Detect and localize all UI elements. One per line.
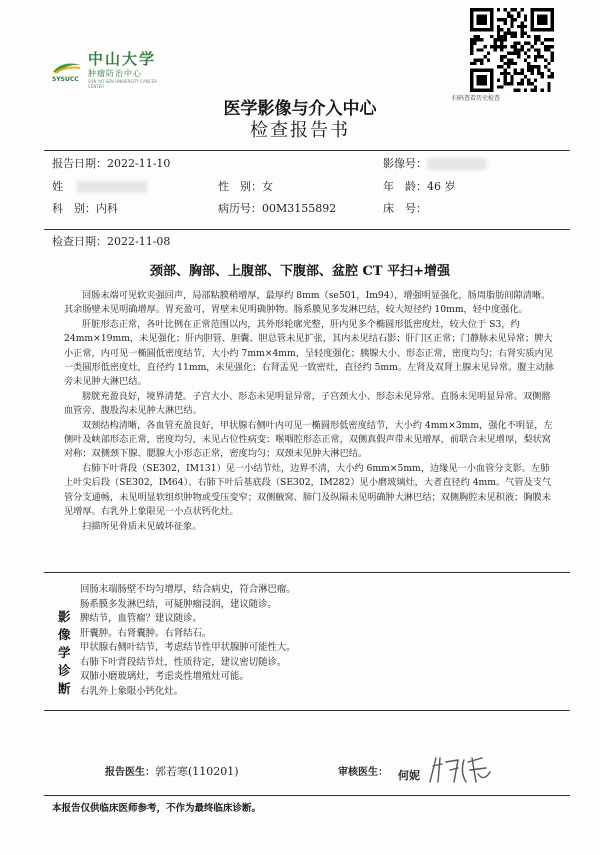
- diagnosis-side-label: [58, 608, 70, 698]
- reporter-field: [105, 763, 239, 779]
- findings-paragraph: 右肺下叶背段（SE302，IM131）见一小结节灶，边界不清，大小约 6mm×5mm，边缘见一小血管分支影。左肺上叶尖后段（SE302，IM64）、右肺下叶后基底段（SE302，IM282）见小磨玻璃灶，大者直径约 4mm。气管及支气管分支通畅，未见明显软组织肿物或受压变窄；双侧腋窝、肺门及纵隔未见明确肿大淋巴结；双侧胸腔未见积液；胸膜未见增厚。右乳外上象限见一小点状钙化灶。: [64, 462, 552, 518]
- diagnosis-item: 脾结节，血管瘤？建议随诊。: [80, 613, 202, 624]
- gender-field: [218, 178, 273, 194]
- hospital-logo: [52, 48, 172, 88]
- info-divider: [44, 229, 570, 230]
- diagnosis-top-divider: [44, 572, 570, 573]
- findings-paragraph: 双颈结构清晰，各血管充盈良好，甲状腺右侧叶内可见一椭圆形低密度结节，大小约 4mm×3mm，强化不明显，左侧叶及峡部形态正常，密度均匀，未见占位性病变；喉咽腔形态正常，双侧真假声带未见增厚，前联合未见增厚，梨状窝对称；双侧颈下腺、腮腺大小形态正常，密度均匀；双颈未见肿大淋巴结。: [64, 419, 553, 460]
- reviewer-signature: [424, 752, 494, 788]
- exam-date-label: 检查日期：: [52, 235, 107, 248]
- name-redacted: [77, 181, 147, 193]
- image-no-field: [383, 155, 487, 171]
- disclaimer: 本报告仅供临床医师参考，不作为最终临床诊断。: [52, 803, 262, 814]
- gender-label: 性 别：: [218, 180, 262, 193]
- record-no-field: [218, 200, 336, 216]
- report-date-field: [52, 155, 170, 171]
- name-field: [52, 178, 147, 194]
- findings-paragraph: 肝脏形态正常，各叶比例在正常范围以内，其外形轮廓光整，肝内见多个椭圆形低密度灶，较大位于 S3，约 24mm×19mm，未见强化；肝内胆管、胆囊、胆总管未见扩张，其内未见结石影；肝门区正常；门静脉未见异常；脾大小正常，内可见一椭圆低密度结节，大小约 7mm×4mm，呈轻度强化；胰腺大小、形态正常，密度均匀；右肾实质内见一类圆形低密度灶，直径约 11mm，未见强化；右肾盂见一致密灶，直径约 5mm。左肾及双肾上腺未见异常。腹主动脉旁未见肿大淋巴结。: [64, 318, 555, 388]
- report-date-label: 报告日期：: [52, 157, 107, 170]
- diagnosis-item: 肠系膜多发淋巴结，可疑肿瘤浸润，建议随诊。: [80, 598, 277, 610]
- diagnosis-side-char: 像: [58, 627, 71, 642]
- document-title: 检查报告书: [250, 120, 350, 141]
- logo-tagline: SUN YAT-SEN UNIVERSITY CANCER CENTER: [88, 79, 157, 89]
- diagnosis-side-char: 诊: [58, 663, 71, 678]
- header-divider: [44, 150, 570, 151]
- diagnosis-bottom-divider: [44, 710, 570, 711]
- exam-date-value: 2022-11-08: [107, 235, 171, 248]
- gender-value: 女: [262, 180, 273, 193]
- diagnosis-item: 回肠末端肠壁不均匀增厚，结合病史，符合淋巴瘤。: [80, 584, 296, 595]
- center-name: 医学影像与介入中心: [223, 99, 377, 119]
- name-label: 姓: [52, 180, 63, 193]
- reviewer-value: 何妮: [398, 769, 420, 782]
- dept-label: 科 别：: [52, 202, 96, 215]
- diagnosis-item: 右肺下叶背段结节灶，性质待定，建议密切随诊。: [80, 656, 287, 668]
- logo-name: 中山大学: [88, 50, 157, 68]
- findings-paragraph: 回肠末端可见软夹强回声，局部粘膜稍增厚，最厚约 8mm（se501，Im94），增强明显强化，肠周脂肪间隙清晰。其余肠壁未见明确增厚。胃充盈可，胃壁未见明确肿物。肠系膜见多发淋巴结，较大短径约 10mm，轻中度强化。: [64, 290, 551, 316]
- findings-paragraph: 膀胱充盈良好，境界清楚。子宫大小、形态未见明显异常，子宫颈大小、形态未见异常。直肠未见明显异常。双侧髂血管旁、腹股沟未见肿大淋巴结。: [64, 390, 551, 417]
- image-no-label: 影像号：: [383, 157, 427, 170]
- bed-field: [383, 200, 427, 216]
- age-field: [383, 178, 456, 194]
- diagnosis-side-char: 影: [58, 609, 71, 624]
- dept-value: 内科: [96, 202, 118, 215]
- diagnosis-side-char: 断: [58, 681, 71, 696]
- diagnosis-side-char: 学: [58, 645, 71, 660]
- image-no-redacted: [427, 158, 487, 170]
- bed-label: 床 号：: [383, 202, 427, 215]
- exam-title: 颈部、胸部、上腹部、下腹部、盆腔 CT 平扫+增强: [150, 264, 450, 279]
- age-label: 年 龄：: [383, 180, 427, 193]
- diagnosis-item: 双肺小磨玻璃灶，考虑炎性增殖灶可能。: [80, 671, 249, 682]
- logo-swoosh-icon: [52, 62, 82, 74]
- logo-subtitle: 肿瘤防治中心: [88, 69, 142, 78]
- footer-divider: [44, 795, 570, 796]
- findings-paragraph: 扫描所见骨质未见破坏征象。: [82, 520, 202, 532]
- exam-date-field: [52, 233, 170, 249]
- report-date-value: 2022-11-10: [107, 157, 171, 170]
- diagnosis-item: 右乳外上象限小钙化灶。: [80, 685, 184, 697]
- diagnosis-list: [80, 583, 550, 699]
- reviewer-label: 审核医生：: [338, 767, 388, 778]
- qr-code-icon[interactable]: [470, 8, 554, 92]
- record-no-value: 00M3155892: [262, 202, 337, 215]
- qr-caption: 扫码查看历史检查: [452, 95, 501, 102]
- reviewer-field: [338, 763, 388, 778]
- record-no-label: 病历号：: [218, 202, 262, 215]
- reporter-label: 报告医生：: [105, 767, 155, 778]
- diagnosis-item: 肝囊肿。右肾囊肿。右肾结石。: [80, 627, 212, 639]
- age-value: 46 岁: [427, 180, 456, 193]
- findings-section: [64, 289, 558, 534]
- dept-field: [52, 200, 118, 216]
- diagnosis-item: 甲状腺右侧叶结节，考虑结节性甲状腺肿可能性大。: [80, 642, 296, 653]
- reporter-value: 郭若寒(110201): [155, 765, 239, 778]
- logo-abbreviation: SYSUCC: [52, 76, 79, 83]
